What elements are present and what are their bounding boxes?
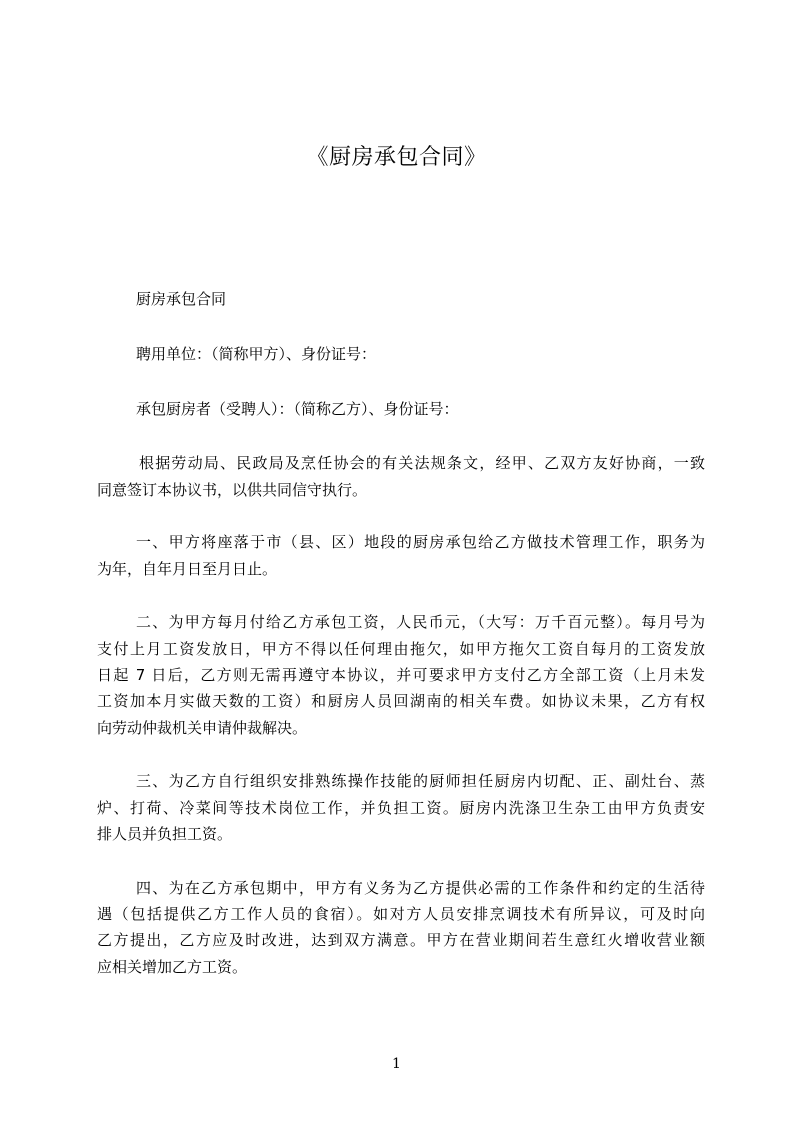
clause-4-line-3: 乙方提出，乙方应及时改进，达到双方满意。甲方在营业期间若生意红火增收营业额 bbox=[97, 931, 705, 949]
clause-3-line-2: 炉、打荷、冷菜间等技术岗位工作，并负担工资。厨房内洗涤卫生杂工由甲方负责安 bbox=[97, 799, 705, 817]
contractor-line: 承包厨房者（受聘人）：（简称乙方）、身份证号： bbox=[136, 400, 459, 418]
clause-1-line-2: 为年，自年月日至月日止。 bbox=[97, 560, 278, 578]
clause-2-line-5: 向劳动仲裁机关申请仲裁解决。 bbox=[97, 719, 308, 737]
clause-4-line-2: 遇（包括提供乙方工作人员的食宿）。如对方人员安排烹调技术有所异议，可及时向 bbox=[97, 905, 705, 923]
page-number: 1 bbox=[392, 1056, 401, 1072]
clause-4-line-1: 四、为在乙方承包期中，甲方有义务为乙方提供必需的工作条件和约定的生活待 bbox=[136, 879, 705, 897]
employer-line: 聘用单位：（简称甲方）、身份证号： bbox=[136, 345, 377, 363]
clause-3-line-1: 三、为乙方自行组织安排熟练操作技能的厨师担任厨房内切配、正、副灶台、蒸 bbox=[136, 772, 705, 790]
clause-2-line-1: 二、为甲方每月付给乙方承包工资，人民币元，（大写：万千百元整）。每月号为 bbox=[136, 613, 705, 631]
clause-2-line-4: 工资加本月实做天数的工资）和厨房人员回湖南的相关车费。如协议未果，乙方有权 bbox=[97, 692, 705, 710]
document-title: 《厨房承包合同》 bbox=[306, 145, 487, 170]
preamble-line-2: 同意签订本协议书，以供共同信守执行。 bbox=[97, 481, 368, 499]
clause-2-line-3: 日起 7 日后，乙方则无需再遵守本协议，并可要求甲方支付乙方全部工资（上月未发 bbox=[97, 666, 705, 684]
clause-4-line-4: 应相关增加乙方工资。 bbox=[97, 958, 248, 976]
preamble-line-1: 根据劳动局、民政局及烹任协会的有关法规条文，经甲、乙双方友好协商，一致 bbox=[139, 454, 705, 472]
subtitle-line: 厨房承包合同 bbox=[136, 290, 227, 308]
clause-2-line-2: 支付上月工资发放日，甲方不得以任何理由拖欠，如甲方拖欠工资自每月的工资发放 bbox=[97, 640, 705, 658]
clause-1-line-1: 一、甲方将座落于市（县、区）地段的厨房承包给乙方做技术管理工作，职务为 bbox=[136, 533, 705, 551]
clause-3-line-3: 排人员并负担工资。 bbox=[97, 825, 233, 843]
